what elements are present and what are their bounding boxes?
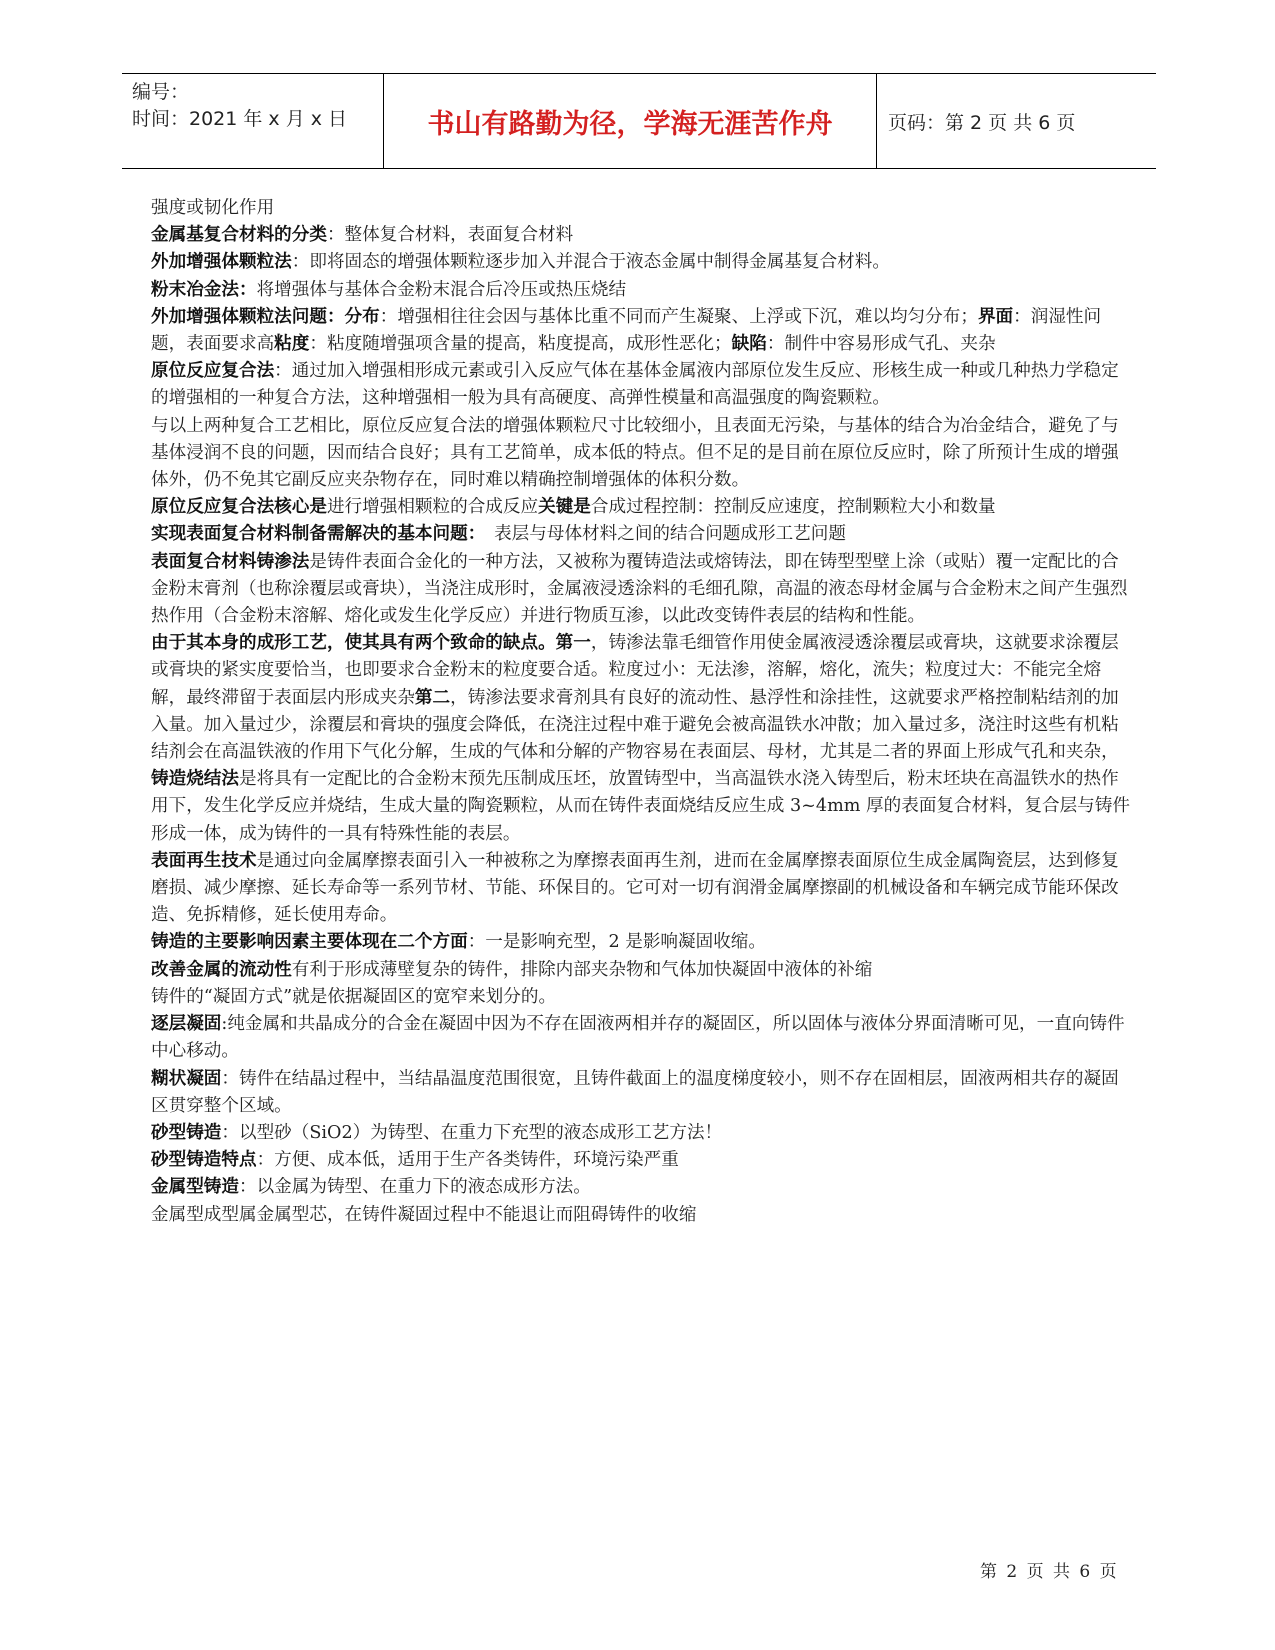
paragraph-text: ：润湿性问题，表面要求高	[151, 306, 1102, 355]
paragraph-text: ，铸渗法要求膏剂具有良好的流动性、悬浮性和涂挂性，这就要求严格控制粘结剂的加入量。加入量过少，涂覆层和膏块的强度会降低，在浇注过程中难于避免会被高温铁水冲散；加入量过多，浇注时这些有机粘结剂会在高温铁液的作用下气化分解，生成的气体和分解的产物容易在表面层、母材，尤其是二者的界面上形成气孔和夹杂，	[151, 687, 1119, 763]
paragraph	[151, 222, 1131, 249]
paragraph-text: ：以金属为铸型、在重力下的液态成形方法。	[238, 1177, 591, 1198]
term: 实现表面复合材料制备需解决的基本问题：	[151, 524, 477, 545]
paragraph	[151, 984, 1131, 1011]
term: 砂型铸造	[151, 1122, 222, 1143]
term: 关键是	[538, 497, 591, 518]
term: 缺陷	[731, 334, 767, 355]
paragraph-text: 表层与母体材料之间的结合问题成形工艺问题	[476, 524, 846, 545]
paragraph	[151, 195, 1131, 222]
paragraph-text: 有利于形成薄壁复杂的铸件，排除内部夹杂物和气体加快凝固中液体的补缩	[291, 959, 873, 980]
paragraph	[151, 766, 1131, 848]
term: 表面再生技术	[151, 850, 257, 871]
paragraph-text: ：通过加入增强相形成元素或引入反应气体在基体金属液内部原位发生反应、形核生成一种或几种热力学稳定的增强相的一种复合方法，这种增强相一般为具有高硬度、高弹性模量和高温强度的陶瓷颗粒。	[151, 361, 1119, 409]
paragraph	[151, 549, 1131, 631]
paragraph-text: 与以上两种复合工艺相比，原位反应复合法的增强体颗粒尺寸比较细小，且表面无污染，与基体的结合为冶金结合，避免了与基体浸润不良的问题，因而结合良好；具有工艺简单，成本低的特点。但不足的是目前在原位反应时，除了所预计生成的增强体外，仍不免其它副反应夹杂物存在，同时难以精确控制增强体的体积分数。	[151, 415, 1119, 491]
paragraph	[151, 1120, 1131, 1147]
paragraph	[151, 957, 1131, 984]
paragraph	[151, 1202, 1131, 1229]
term: 第二	[414, 687, 451, 708]
motto: 书山有路勤为径，学海无涯苦作舟	[384, 74, 877, 168]
term: 界面	[977, 306, 1014, 327]
paragraph-text: ：制件中容易形成气孔、夹杂	[766, 334, 996, 355]
document-body	[151, 195, 1131, 1229]
term: 原位反应复合法核心是	[151, 497, 327, 518]
term: 原位反应复合法	[151, 361, 275, 382]
paragraph-text: 金属型成型属金属型芯，在铸件凝固过程中不能退让而阻碍铸件的收缩	[151, 1204, 697, 1225]
term: 逐层凝固	[151, 1014, 222, 1035]
paragraph-text: 是将具有一定配比的合金粉末预先压制成压坯，放置铸型中，当高温铁水浇入铸型后，粉末坯块在高温铁水的热作用下，发生化学反应并烧结，生成大量的陶瓷颗粒，从而在铸件表面烧结反应生成 3~4mm 厚的表面复合材料，复合层与铸件形成一体，成为铸件的一具有特殊性能的表层。	[151, 769, 1130, 844]
term: 金属基复合材料的分类	[151, 225, 327, 246]
term: 铸造烧结法	[151, 769, 239, 790]
page-footer: 第 2 页 共 6 页	[980, 1562, 1119, 1582]
term: 砂型铸造特点	[151, 1150, 257, 1171]
term: 金属型铸造	[151, 1177, 239, 1198]
paragraph	[151, 494, 1131, 521]
term: 糊状凝固	[151, 1068, 222, 1089]
paragraph	[151, 1147, 1131, 1174]
number-label: 编号：	[132, 81, 190, 103]
paragraph-text: 强度或韧化作用	[151, 198, 275, 218]
paragraph	[151, 413, 1131, 495]
time-label: 时间：2021 年 x 月 x 日	[132, 108, 348, 130]
paragraph-text: ：增强相往往会因与基体比重不同而产生凝聚、上浮或下沉，难以均匀分布；	[379, 306, 978, 327]
paragraph	[151, 1066, 1131, 1120]
term: 铸造的主要影响因素主要体现在二个方面	[151, 932, 468, 953]
paragraph	[151, 249, 1131, 276]
term: 外加增强体颗粒法问题：分布	[151, 306, 380, 327]
paragraph-text: 将增强体与基体合金粉末混合后冷压或热压烧结	[256, 279, 627, 300]
paragraph-text: ：粘度随增强项含量的提高，粘度提高，成形性恶化；	[309, 334, 732, 355]
paragraph-text: 是铸件表面合金化的一种方法，又被称为覆铸造法或熔铸法，即在铸型型壁上涂（或贴）覆一定配比的合金粉末膏剂（也称涂覆层或膏块），当浇注成形时，金属液浸透涂料的毛细孔隙，高温的液态母材金属与合金粉末之间产生强烈热作用（合金粉末溶解、熔化或发生化学反应）并进行物质互渗，以此改变铸件表层的结构和性能。	[151, 551, 1128, 627]
paragraph-text: ，铸渗法靠毛细管作用使金属液浸透涂覆层或膏块，这就要求涂覆层或膏块的紧实度要恰当，也即要求合金粉末的粒度要合适。粒度过小：无法渗，溶解，熔化，流失；粒度过大：不能完全熔解，最终滞留于表面层内形成夹杂	[151, 633, 1119, 708]
paragraph	[151, 358, 1131, 412]
paragraph-text: ：即将固态的增强体颗粒逐步加入并混合于液态金属中制得金属基复合材料。	[291, 252, 890, 273]
term: 外加增强体颗粒法	[151, 252, 292, 273]
paragraph	[151, 521, 1131, 548]
page-label: 页码：第 2 页 共 6 页	[888, 111, 1076, 134]
paragraph-text: :纯金属和共晶成分的合金在凝固中因为不存在固液两相并存的凝固区，所以固体与液体分界面清晰可见，一直向铸件中心移动。	[151, 1014, 1125, 1062]
term: 粉末冶金法：	[151, 279, 257, 300]
paragraph-text: ：整体复合材料，表面复合材料	[326, 225, 574, 246]
header-info-cell	[122, 74, 384, 168]
paragraph	[151, 1174, 1131, 1201]
page-header	[122, 73, 1156, 169]
paragraph-text: 合成过程控制：控制反应速度，控制颗粒大小和数量	[590, 497, 996, 518]
term: 改善金属的流动性	[151, 959, 292, 980]
paragraph	[151, 277, 1131, 304]
paragraph-text: ：一是影响充型，2 是影响凝固收缩。	[467, 932, 766, 953]
term: 由于其本身的成形工艺，使其具有两个致命的缺点。第一	[151, 633, 591, 654]
paragraph-text: 是通过向金属摩擦表面引入一种被称之为摩擦表面再生剂，进而在金属摩擦表面原位生成金属陶瓷层，达到修复磨损、减少摩擦、延长寿命等一系列节材、节能、环保目的。它可对一切有润滑金属摩擦副的机械设备和车辆完成节能环保改造、免拆精修，延长使用寿命。	[151, 850, 1119, 926]
paragraph-text: 铸件的“凝固方式”就是依据凝固区的宽窄来划分的。	[151, 986, 557, 1007]
paragraph-text: ：方便、成本低，适用于生产各类铸件，环境污染严重	[256, 1150, 679, 1171]
term: 粘度	[274, 334, 310, 355]
term: 表面复合材料铸渗法	[151, 551, 310, 572]
paragraph	[151, 1011, 1131, 1065]
paragraph	[151, 848, 1131, 930]
paragraph	[151, 630, 1131, 766]
paragraph-text: 进行增强相颗粒的合成反应	[326, 497, 539, 518]
paragraph-text: ：铸件在结晶过程中，当结晶温度范围很宽，且铸件截面上的温度梯度较小，则不存在固相层，固液两相共存的凝固区贯穿整个区域。	[151, 1068, 1119, 1116]
paragraph	[151, 929, 1131, 956]
paragraph-text: ：以型砂（SiO2）为铸型、在重力下充型的液态成形工艺方法！	[221, 1122, 723, 1143]
paragraph	[151, 304, 1131, 358]
